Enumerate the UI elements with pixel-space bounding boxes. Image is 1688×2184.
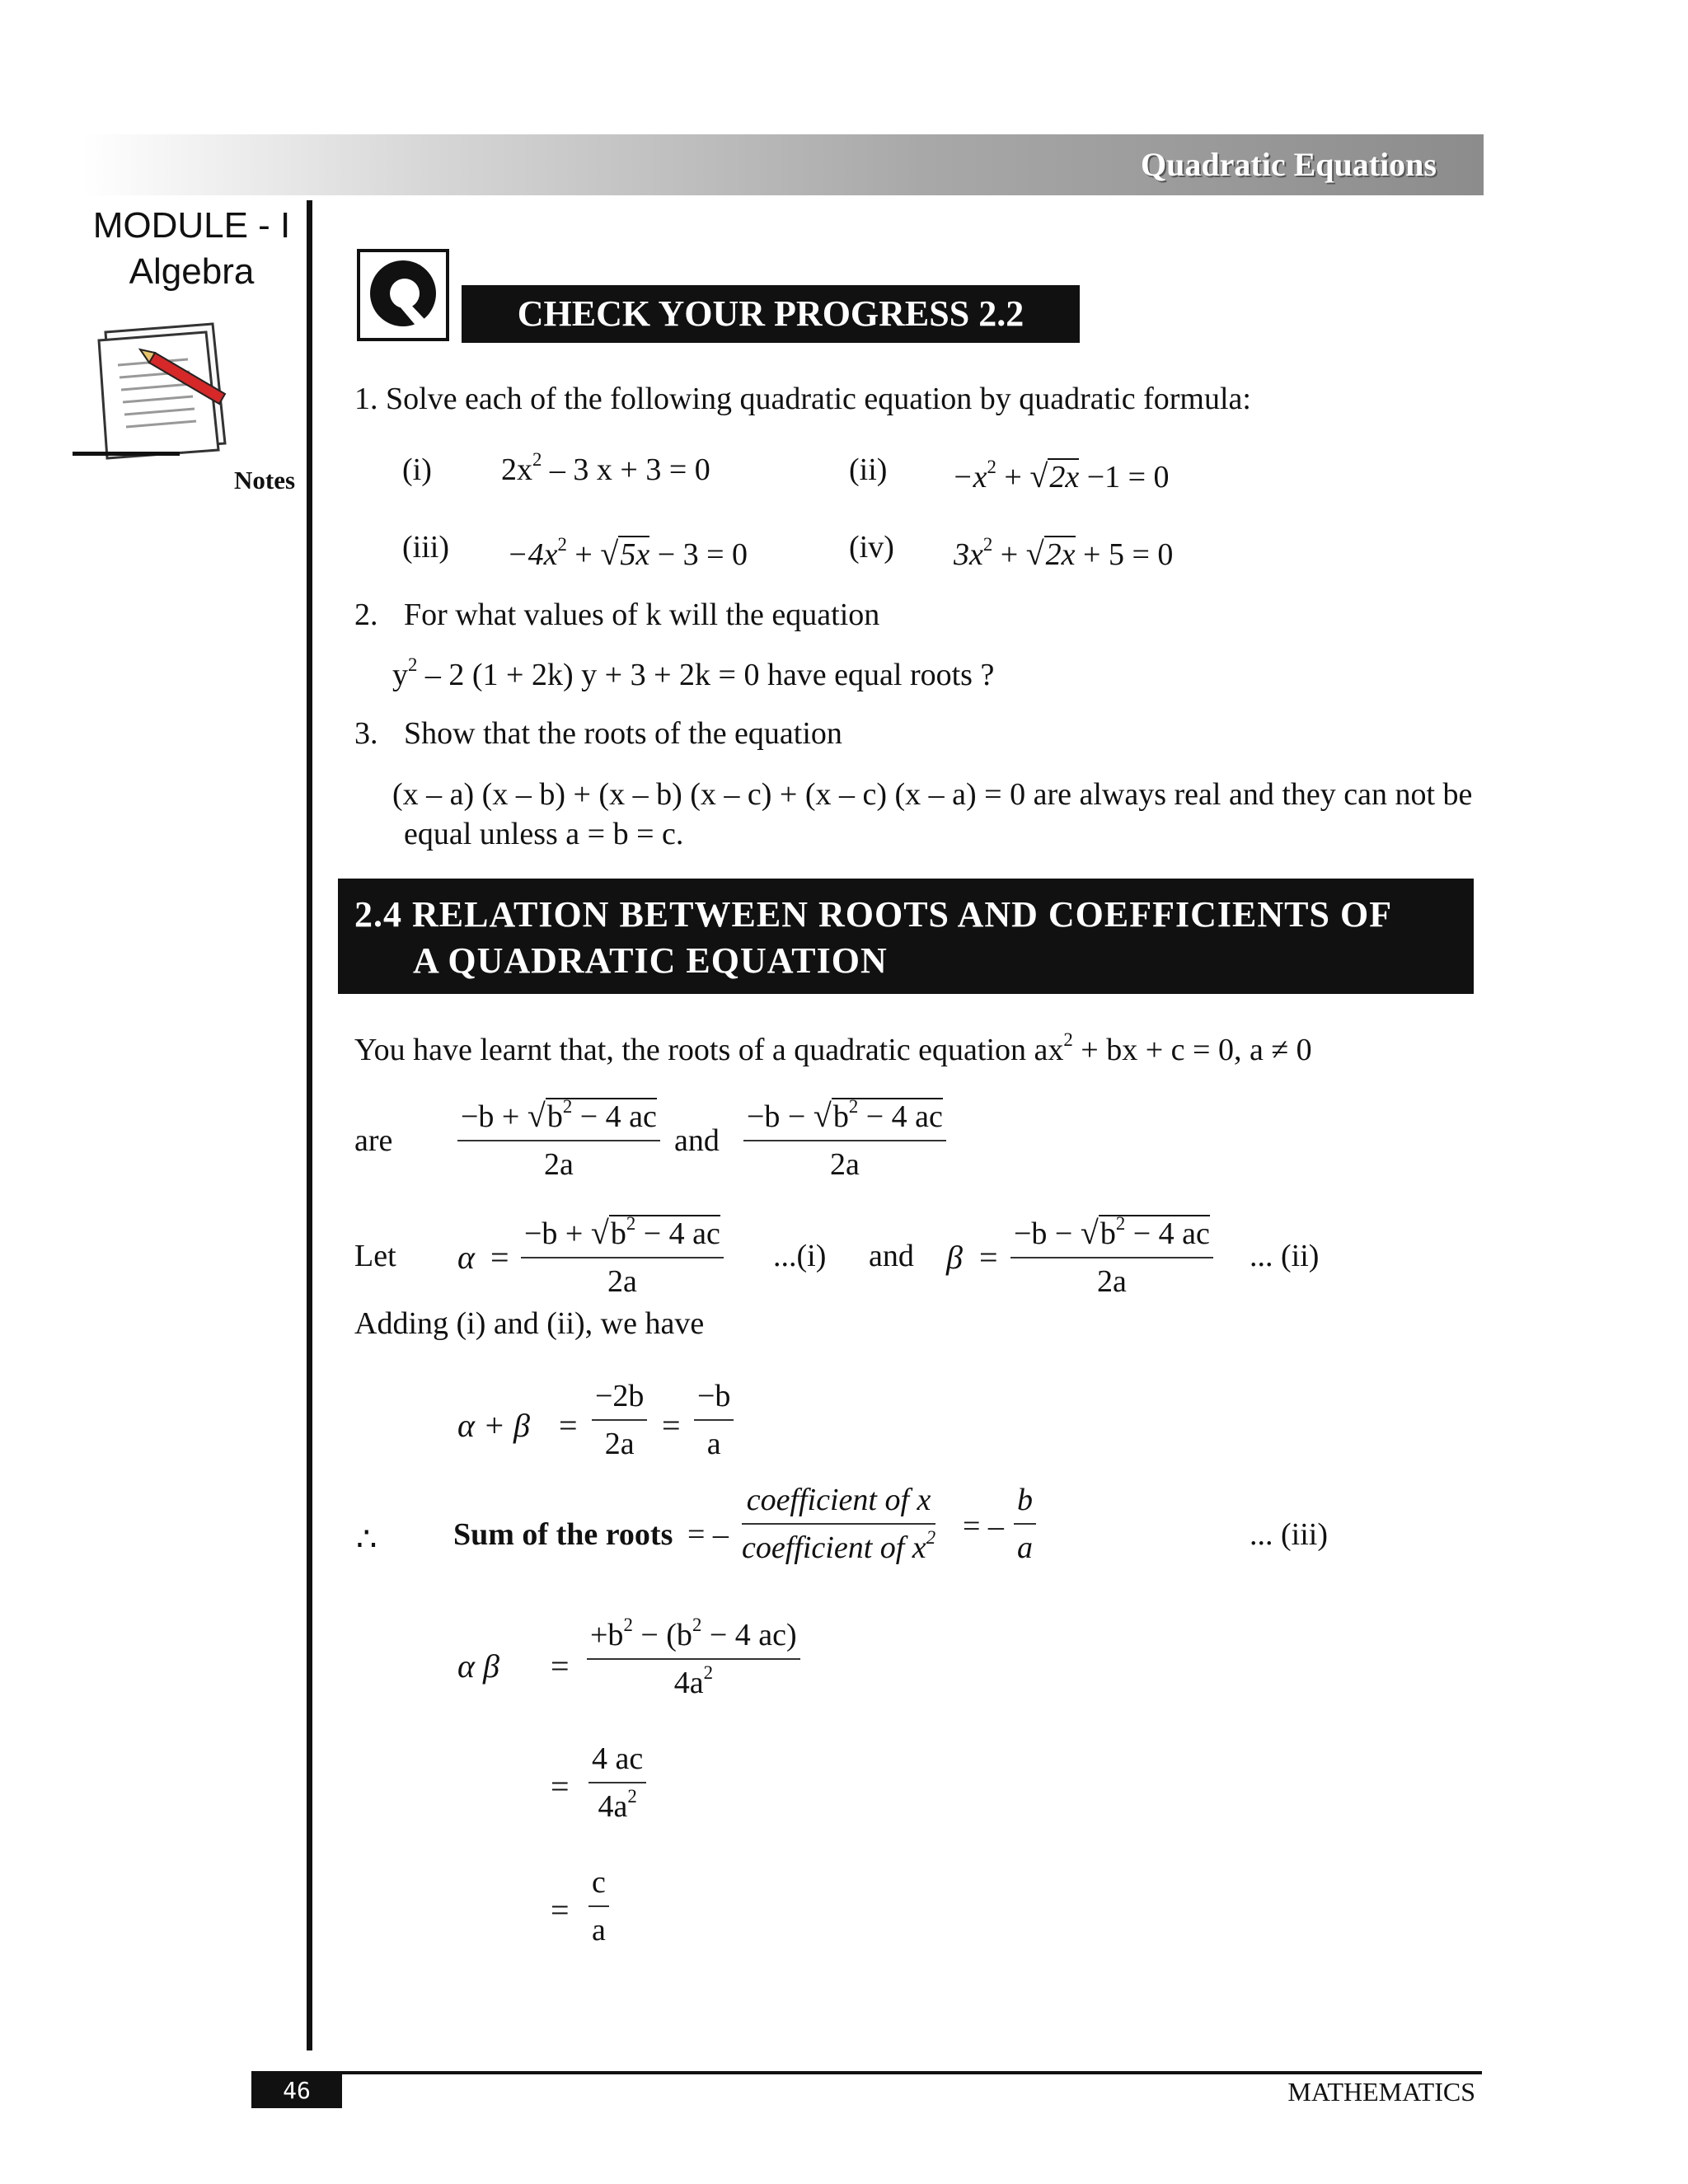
alpha-plus-beta: α + β	[457, 1407, 530, 1444]
notebook-pencil-icon	[89, 312, 237, 460]
question-3-number: 3.	[354, 716, 378, 751]
progress-title: CHECK YOUR PROGRESS 2.2	[517, 293, 1025, 334]
coefficient-fraction: coefficient of x coefficient of $x^2$	[742, 1483, 936, 1565]
minus-b-over-a: b a	[1014, 1482, 1036, 1566]
q1-label-ii: (ii)	[849, 452, 888, 487]
module-label	[74, 203, 309, 295]
beta-symbol: β	[946, 1239, 963, 1276]
beta-fraction: $-b - √b^2 - 4$ ac 2a	[1010, 1213, 1213, 1300]
and-label-2: and	[869, 1239, 914, 1273]
tag-i: ...(i)	[773, 1239, 827, 1273]
neg-equals: = –	[963, 1509, 1004, 1544]
equals-sign: =	[551, 1768, 570, 1805]
tag-ii: ... (ii)	[1250, 1239, 1320, 1273]
equals-sign: =	[979, 1239, 998, 1276]
q1-equation-iii: $-4x^2 + √5x - 3 = 0$	[507, 533, 748, 572]
q1-label-i: (i)	[402, 452, 432, 487]
module-number: MODULE - I	[92, 205, 291, 246]
question-3-equation-line2: equal unless a = b = c.	[404, 817, 684, 851]
equals-sign: =	[490, 1239, 509, 1276]
therefore-symbol: ∴	[356, 1521, 377, 1558]
equals-sign: =	[551, 1891, 570, 1929]
question-2-equation: $y^2 - 2$ (1 + 2k) y + 3 + 2k = 0 have equal roots ?	[392, 654, 995, 692]
alpha-symbol: α	[457, 1239, 475, 1276]
let-label: Let	[354, 1239, 396, 1273]
product-fraction-2: 4 ac $4a^2$	[588, 1741, 646, 1825]
footer-rule	[251, 2071, 1482, 2074]
notes-label: Notes	[234, 466, 296, 494]
root-minus-fraction: $-b - √b^2 - 4$ ac 2a	[743, 1096, 946, 1183]
sum-equals: = –	[687, 1517, 729, 1552]
q1-label-iv: (iv)	[849, 530, 894, 565]
module-subject: Algebra	[129, 251, 255, 292]
section-heading-line2: A QUADRATIC EQUATION	[413, 940, 888, 981]
are-label: are	[354, 1123, 393, 1158]
question-1: 1. Solve each of the following quadratic equation by quadratic formula:	[354, 382, 1251, 416]
question-q-icon	[357, 249, 449, 341]
q1-equation-iv: $3x^2 + √2x + 5 = 0$	[954, 533, 1174, 572]
sum-fraction-1: −2b 2a	[592, 1378, 647, 1462]
q1-equation-ii: $-x^2 + √2x -1 = 0$	[952, 456, 1170, 494]
sum-fraction-2: −b a	[694, 1378, 734, 1462]
alpha-fraction: $-b + √b^2 - 4$ ac 2a	[521, 1213, 724, 1300]
tag-iii: ... (iii)	[1250, 1517, 1328, 1552]
intro-text: You have learnt that, the roots of a quadratic equation $ax^2$ + bx + c = 0, a ≠ 0	[354, 1029, 1312, 1067]
question-3: Show that the roots of the equation	[404, 716, 842, 751]
question-3-equation-line1: (x – a) (x – b) + (x – b) (x – c) + (x – c) (x – a) = 0 are always real and they can not be	[392, 777, 1473, 812]
sum-of-roots-label: Sum of the roots	[453, 1517, 673, 1552]
question-2: For what values of k will the equation	[404, 598, 880, 632]
margin-vertical-rule	[307, 200, 312, 2050]
q1-equation-i: $2x^2 - 3$ x + 3 = 0	[501, 448, 710, 487]
page-number: 46	[283, 2077, 311, 2104]
alpha-beta: α β	[457, 1647, 499, 1685]
equals-sign: =	[662, 1407, 681, 1444]
adding-text: Adding (i) and (ii), we have	[354, 1306, 705, 1341]
product-fraction-3: c a	[588, 1864, 609, 1948]
section-heading-line1: 2.4 RELATION BETWEEN ROOTS AND COEFFICIENTS OF	[354, 894, 1393, 935]
notes-rule	[73, 452, 180, 456]
equals-sign: =	[559, 1407, 578, 1444]
product-fraction-1: $+b^2 - (b^2 - 4$ ac) $4a^2$	[587, 1617, 800, 1701]
question-2-number: 2.	[354, 598, 378, 632]
and-label: and	[674, 1123, 720, 1158]
header-title: Quadratic Equations	[1141, 146, 1437, 183]
q1-label-iii: (iii)	[402, 530, 449, 565]
footer-title: MATHEMATICS	[1287, 2077, 1475, 2107]
root-plus-fraction: $-b + √b^2 - 4$ ac 2a	[457, 1096, 660, 1183]
equals-sign: =	[551, 1647, 570, 1685]
